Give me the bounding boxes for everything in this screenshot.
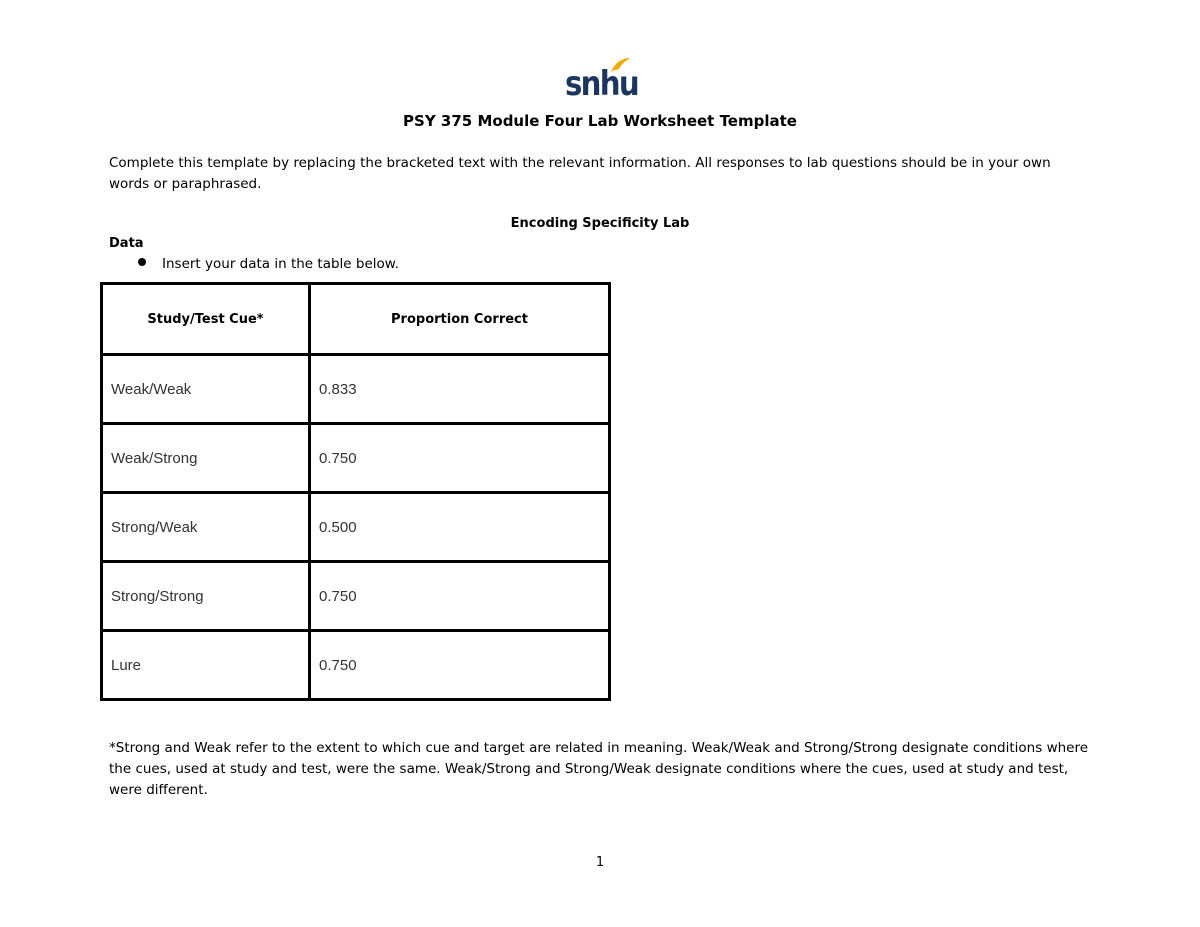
proportion-cell[interactable]: 0.750 <box>310 562 610 631</box>
table-row <box>102 493 610 562</box>
data-table <box>100 282 611 701</box>
snhu-logo <box>565 56 638 104</box>
table-row <box>102 631 610 700</box>
header-proportion-correct: Proportion Correct <box>310 284 610 355</box>
table-row <box>102 562 610 631</box>
cue-cell[interactable]: Weak/Weak <box>102 355 310 424</box>
cue-cell[interactable]: Weak/Strong <box>102 424 310 493</box>
page-number: 1 <box>595 855 605 870</box>
table-row <box>102 424 610 493</box>
bullet-item <box>138 255 399 273</box>
bullet-icon <box>138 258 146 266</box>
cue-cell[interactable]: Strong/Weak <box>102 493 310 562</box>
header-study-test-cue: Study/Test Cue* <box>102 284 310 355</box>
instructions-paragraph: Complete this template by replacing the bracketed text with the relevant information. All responses to lab questions should be in your own words or paraphrased. <box>109 155 1051 192</box>
table-header-row <box>102 284 610 355</box>
data-heading: Data <box>109 236 144 251</box>
section-title: Encoding Specificity Lab <box>510 216 690 231</box>
proportion-cell[interactable]: 0.833 <box>310 355 610 424</box>
cue-cell[interactable]: Strong/Strong <box>102 562 310 631</box>
proportion-cell[interactable]: 0.500 <box>310 493 610 562</box>
table-row <box>102 355 610 424</box>
footnote: *Strong and Weak refer to the extent to which cue and target are related in meaning. Weak/Weak and Strong/Strong designate conditions where the cues, used at study and test, were the same. Weak/Strong and Strong/Weak designate conditions where the cues, used at study and test, were different. <box>109 740 1089 798</box>
page-title: PSY 375 Module Four Lab Worksheet Template <box>403 112 797 130</box>
bullet-text: Insert your data in the table below. <box>162 256 399 272</box>
proportion-cell[interactable]: 0.750 <box>310 631 610 700</box>
cue-cell[interactable]: Lure <box>102 631 310 700</box>
proportion-cell[interactable]: 0.750 <box>310 424 610 493</box>
logo-wordmark: snhu <box>565 64 638 104</box>
